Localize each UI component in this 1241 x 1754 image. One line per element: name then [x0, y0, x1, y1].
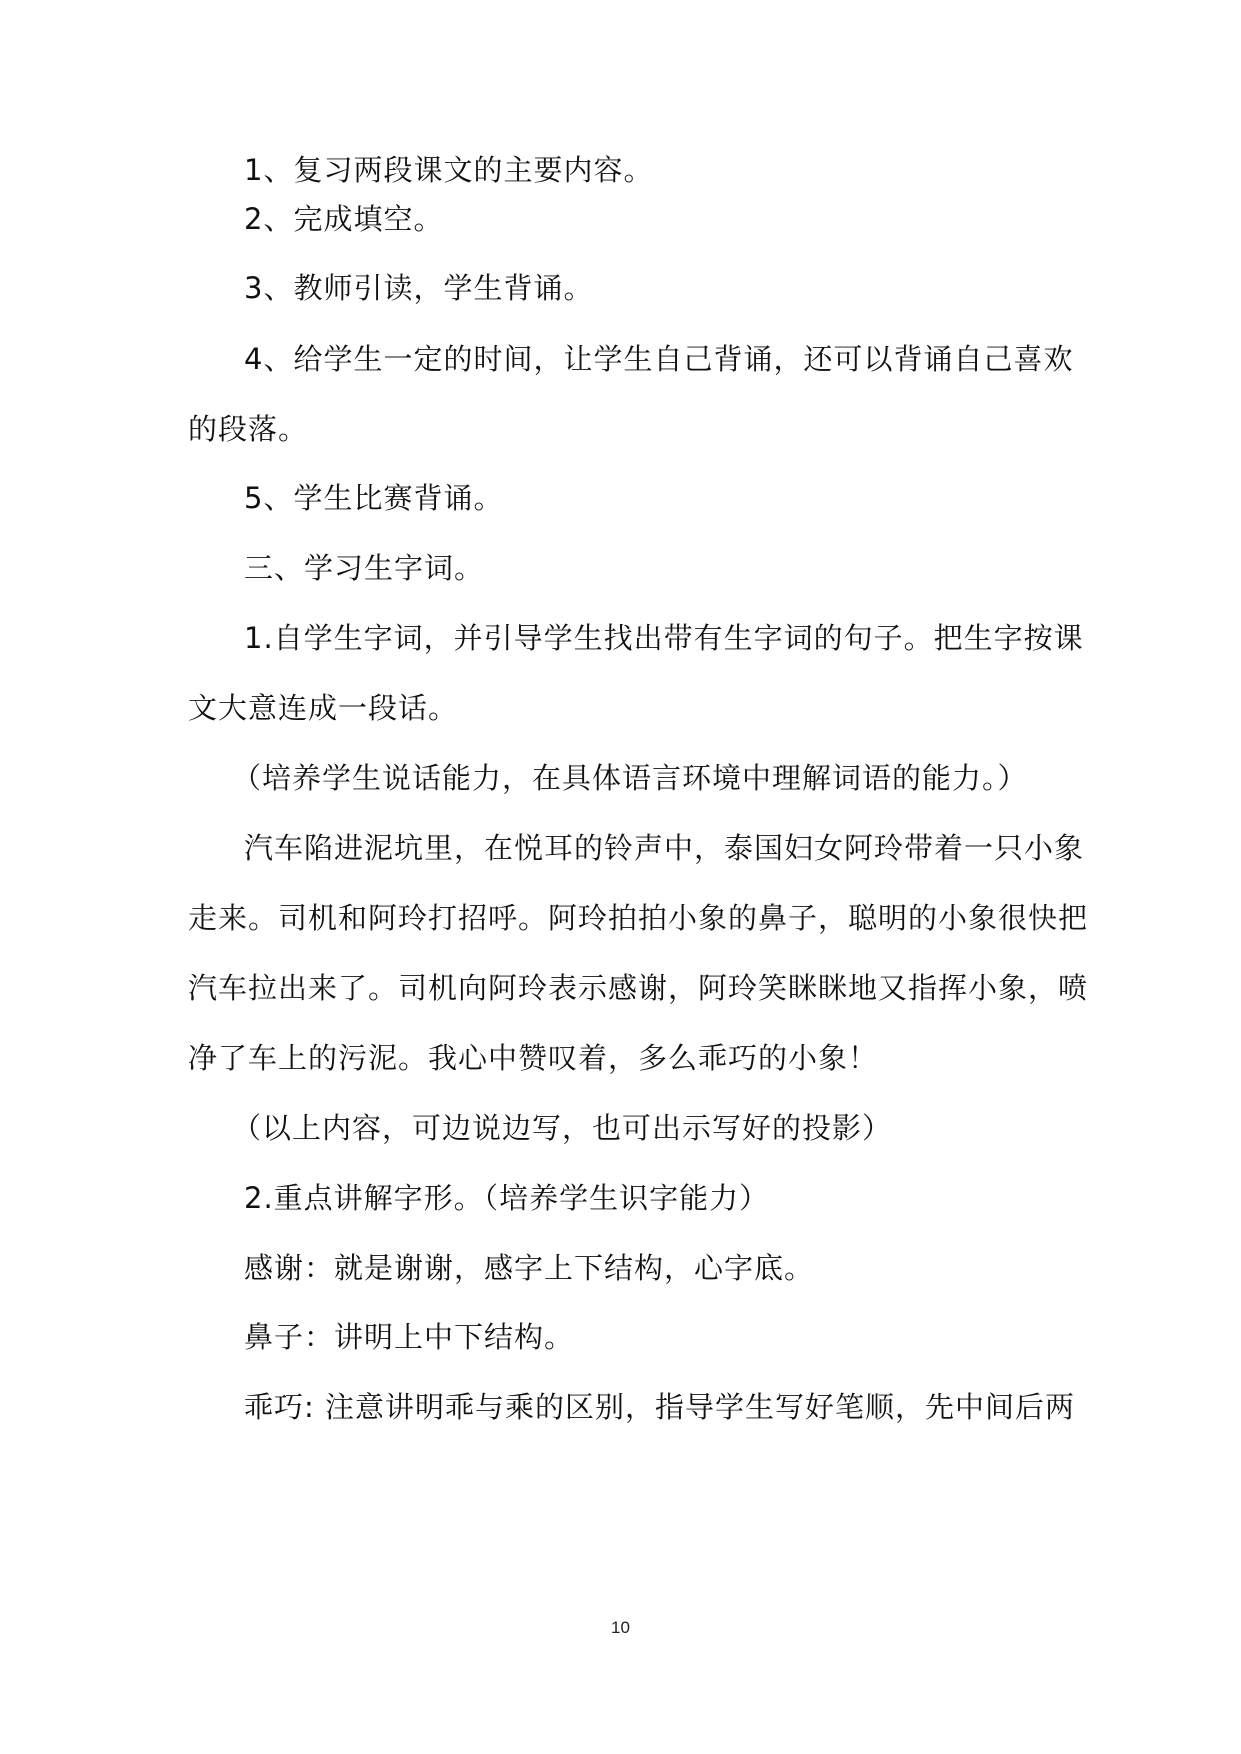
text-line: （以上内容，可边说边写，也可出示写好的投影）	[232, 1111, 893, 1145]
text-line: 感谢：就是谢谢，感字上下结构，心字底。	[244, 1251, 815, 1285]
text-line: 文大意连成一段话。	[188, 691, 459, 725]
text-line: 5、学生比赛背诵。	[244, 481, 504, 515]
text-line: 1、复习两段课文的主要内容。	[244, 153, 654, 187]
text-line: 3、教师引读，学生背诵。	[244, 271, 594, 305]
text-line: 鼻子：讲明上中下结构。	[244, 1320, 575, 1354]
text-line: 1.自学生字词，并引导学生找出带有生字词的句子。把生字按课	[244, 621, 1084, 655]
text-line: 净了车上的污泥。我心中赞叹着，多么乖巧的小象！	[188, 1041, 879, 1075]
text-line: 汽车拉出来了。司机向阿玲表示感谢，阿玲笑眯眯地又指挥小象，喷	[188, 971, 1089, 1005]
text-line: 4、给学生一定的时间，让学生自己背诵，还可以背诵自己喜欢	[244, 342, 1074, 376]
text-line: （培养学生说话能力，在具体语言环境中理解词语的能力。）	[232, 761, 1028, 795]
text-line: 2、完成填空。	[244, 202, 444, 236]
text-line: 走来。司机和阿玲打招呼。阿玲拍拍小象的鼻子，聪明的小象很快把	[188, 901, 1089, 935]
page-number: 10	[611, 1618, 630, 1637]
text-line: 乖巧: 注意讲明乖与乘的区别，指导学生写好笔顺，先中间后两	[244, 1390, 1075, 1424]
text-line: 的段落。	[188, 412, 309, 446]
text-line: 汽车陷进泥坑里，在悦耳的铃声中，泰国妇女阿玲带着一只小象	[244, 831, 1085, 865]
text-line: 2.重点讲解字形。（培养学生识字能力）	[244, 1181, 770, 1215]
section-heading: 三、学习生字词。	[244, 551, 485, 585]
